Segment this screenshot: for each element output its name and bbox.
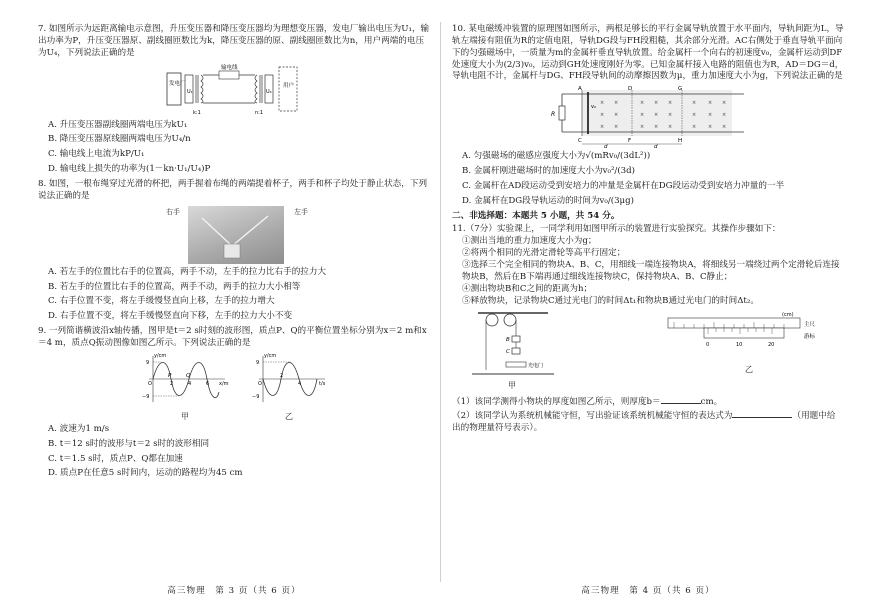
- q7-resistor: [219, 71, 239, 79]
- q11-vernier-20: 20: [768, 341, 775, 348]
- q9-vibration-graph: [249, 352, 329, 406]
- q8-option-a: A. 若左手的位置比右手的位置高，两手不动，左手的拉力比右手的拉力大: [48, 266, 327, 277]
- column-divider: [440, 22, 441, 582]
- q7-k-ratio: k:1: [193, 109, 201, 116]
- svg-text:×: ×: [600, 124, 605, 131]
- q10-label-d: D: [628, 86, 633, 93]
- q8-right-hand-label: 右手: [166, 207, 180, 216]
- q11-step-1: ①测出当地的重力加速度大小为g；: [462, 236, 597, 247]
- svg-text:×: ×: [708, 112, 713, 119]
- svg-text:×: ×: [722, 112, 727, 119]
- q11-step-3: ③选择三个完全相同的物块A、B、C，用细线一端连接物块A，将细线另一端绕过两个定滑轮后连接物块B，然后在B下端再通过细线连接物块C，保持物块A、B、C静止；: [462, 260, 840, 283]
- q7-u1-label: U₁: [187, 88, 193, 95]
- svg-text:×: ×: [668, 112, 673, 119]
- q11-label-c: C: [506, 348, 510, 355]
- svg-text:×: ×: [692, 112, 697, 119]
- svg-text:×: ×: [654, 124, 659, 131]
- q9-stem: 9. 一列简谐横波沿x轴传播，图甲是t＝2 s时刻的波形图，质点P、Q的平衡位置坐标分别为x＝2 m和x＝4 m，质点Q振动图像如图乙所示。下列说法正确的是: [38, 326, 427, 349]
- q9-g1-ybot: −9: [142, 393, 150, 400]
- svg-text:×: ×: [614, 112, 619, 119]
- q9-graphs: [38, 352, 430, 422]
- q9-g1-tick-2: 2: [170, 380, 174, 387]
- q9-g2-xlabel: t/s: [319, 380, 326, 387]
- q7-u4-label: U₄: [266, 88, 272, 95]
- svg-text:×: ×: [708, 124, 713, 131]
- q7-option-a: A. 升压变压器副线圈两端电压为kU₁: [48, 119, 188, 130]
- q11-step-4: ④测出物块B和C之间的距离为h；: [462, 283, 593, 294]
- svg-text:×: ×: [654, 112, 659, 119]
- q10-rail-diagram: [548, 86, 748, 148]
- q11-vernier-label: 游标: [804, 333, 816, 340]
- q8-left-hand-label: 左手: [294, 207, 308, 216]
- right-column: [452, 24, 844, 435]
- q8-option-d: D. 右手位置不变，将左手缓慢竖直向下移，左手的拉力大小不变: [48, 311, 293, 322]
- q10-option-b: B. 金属杆刚进磁场时的加速度大小为v₀²/(3d): [462, 166, 636, 177]
- q11-vernier-0: 0: [706, 341, 710, 348]
- q11-step-5: ⑤释放物块，记录物块C通过光电门的时间Δt₁和物块B通过光电门的时间Δt₂。: [462, 295, 759, 306]
- footer-page-4: 高三物理 第 4 页（共 6 页）: [581, 586, 715, 596]
- svg-text:×: ×: [614, 100, 619, 107]
- svg-text:×: ×: [668, 124, 673, 131]
- svg-text:×: ×: [640, 112, 645, 119]
- q11-sub2-blank: [732, 408, 792, 418]
- q11-photogate-label: 光电门: [528, 362, 544, 369]
- svg-text:×: ×: [708, 100, 713, 107]
- q10-resistor: [559, 106, 565, 120]
- q10-option-c: C. 金属杆在AD段运动受到安培力的冲量是金属杆在DG段运动受到安培力冲量的一半: [462, 181, 785, 192]
- q9-graph-yi: [249, 352, 329, 422]
- q9-graph-jia: [139, 352, 231, 422]
- q9-wave-graph: [139, 352, 231, 406]
- svg-text:×: ×: [722, 124, 727, 131]
- left-column: [38, 24, 430, 483]
- q11-vernier-10: 10: [736, 341, 743, 348]
- section-2-heading: 二、非选择题：本题共 5 小题，共 54 分。: [452, 210, 620, 221]
- q8-cup-photo: [166, 206, 308, 264]
- q10-label-h: H: [678, 138, 683, 145]
- q7-plant-label: 发电厂: [169, 80, 186, 87]
- q11-stem: 11.（7分）实验课上，一同学利用如图甲所示的装置进行实验探究。其操作步骤如下：: [452, 223, 781, 234]
- q11-block-c: [512, 348, 520, 354]
- q11-figures: [452, 310, 844, 392]
- q9-g2-caption: 乙: [285, 411, 293, 421]
- q9-g2-ybot: −9: [252, 393, 260, 400]
- q9-option-b: B. t＝12 s时的波形与t＝2 s时的波形相同: [48, 438, 210, 449]
- q7-option-c: C. 输电线上电流为kP/U₁: [48, 149, 145, 160]
- q8-rope-sketch: [188, 206, 284, 264]
- q7-n-ratio: n:1: [255, 109, 264, 116]
- q9-g2-tick-4: 4: [298, 380, 302, 387]
- q11-label-b: B: [506, 336, 510, 343]
- q11-pulley-left: [486, 314, 498, 326]
- q11-sub1-unit: cm。: [700, 396, 723, 407]
- svg-text:×: ×: [692, 124, 697, 131]
- q7-secondary-coil-1: [201, 75, 203, 103]
- q10-v0-label: v₀: [591, 104, 596, 111]
- q11-photogate: [506, 362, 526, 367]
- q11-main-label: 主尺: [804, 321, 816, 328]
- q7-option-d: D. 输电线上损失的功率为(1－kn·U₁/U₄)P: [48, 164, 211, 175]
- q11-sub2-text: （2）该同学认为系统机械能守恒，写出验证该系统机械能守恒的表达式为: [452, 411, 733, 422]
- q9-option-c: C. t＝1.5 s时，质点P、Q都在加速: [48, 453, 183, 464]
- q10-stem: 10. 某电磁缓冲装置的原理图如图所示，两根足够长的平行金属导轨放置于水平面内，导轨间距为L，导轨左端接有阻值为R的定值电阻，导轨DG段与FH段粗糙，其余部分光滑。AC右侧处于垂直导轨平面向下的匀强磁场中，一质量为m的金属杆垂直导轨放置。给金属杆一个向右的初速度v₀，金属杆运动到DF处速度大小为(2/3)v₀，运动到GH处速度刚好为零。已知金属杆接入电路的阻值也为R，AD＝DG＝d，导轨电阻不计，金属杆与DG、FH段导轨间的动摩擦因数为μ，重力加速度大小为g，下列说法正确的是: [452, 24, 844, 82]
- svg-text:×: ×: [668, 100, 673, 107]
- svg-text:×: ×: [614, 124, 619, 131]
- q9-g1-xlabel: x/m: [219, 380, 229, 387]
- svg-text:×: ×: [722, 100, 727, 107]
- q11-fig2-caption: 乙: [745, 365, 753, 375]
- q11-sub1-text: （1）该同学测得小物块的厚度如图乙所示，则厚度b＝: [452, 396, 661, 407]
- q8-option-b: B. 若左手的位置比右手的位置高，两手不动，两手的拉力大小相等: [48, 281, 301, 292]
- q9-g1-p: P: [168, 372, 172, 379]
- q8-stem: 8. 如图，一根布绳穿过光滑的杯把，两手握着布绳的两端提着杯子，两手和杯子均处于静止状态，下列说法正确的是: [38, 179, 428, 201]
- q7-line-label: 输电线: [221, 64, 238, 71]
- q7-user-box: [279, 67, 297, 111]
- q9-g1-q: Q: [186, 372, 191, 379]
- q10-label-g: G: [678, 86, 683, 93]
- q10-dim-d2: d: [654, 144, 658, 149]
- svg-text:×: ×: [692, 100, 697, 107]
- footer-page-3: 高三物理 第 3 页（共 6 页）: [167, 586, 301, 596]
- svg-text:×: ×: [640, 124, 645, 131]
- q11-vernier-caliper: [664, 310, 834, 360]
- q11-pulley-apparatus: [462, 310, 562, 376]
- q9-g1-ylabel: y/cm: [154, 352, 167, 359]
- q10-option-d: D. 金属杆在DG段导轨运动的时间为v₀/(3μg): [462, 195, 634, 206]
- svg-text:×: ×: [600, 112, 605, 119]
- q11-sub-question-2: [452, 408, 844, 435]
- q11-sub2-tail: （用题中给出的物理量符号表示）。: [452, 411, 836, 434]
- q9-g2-ytop: 9: [256, 359, 260, 366]
- q8-cup: [224, 244, 240, 258]
- q11-step-2: ②将两个相同的光滑定滑轮等高平行固定；: [462, 248, 626, 259]
- q9-g2-origin: O: [258, 380, 262, 387]
- q10-label-a: A: [578, 86, 582, 93]
- q10-label-f: F: [628, 138, 632, 145]
- svg-text:×: ×: [640, 100, 645, 107]
- q8-rope: [202, 216, 268, 246]
- q10-label-c: C: [578, 138, 582, 145]
- q11-pulley-right: [504, 314, 516, 326]
- q7-transmission-diagram: [159, 63, 309, 117]
- q10-dim-d1: d: [604, 144, 608, 149]
- q9-g1-tick-4: 4: [188, 380, 192, 387]
- q9-g1-ytop: 9: [146, 359, 150, 366]
- q9-option-d: D. 质点P在任意5 s时间内，运动的路程均为45 cm: [48, 468, 243, 479]
- q7-user-label: 用户: [283, 82, 295, 89]
- svg-text:×: ×: [654, 100, 659, 107]
- q11-block-b: [512, 336, 520, 342]
- q11-fig-jia: [462, 310, 562, 392]
- q9-option-a: A. 波速为1 m/s: [48, 423, 110, 434]
- svg-text:×: ×: [600, 100, 605, 107]
- q8-option-c: C. 右手位置不变，将左手缓慢竖直向上移，左手的拉力增大: [48, 296, 275, 307]
- q9-g1-origin: O: [148, 380, 152, 387]
- q7-power-plant-box: [167, 73, 181, 105]
- q9-g1-caption: 甲: [181, 411, 189, 421]
- q7-option-b: B. 降压变压器原线圈两端电压为U₄/n: [48, 134, 191, 145]
- q11-fig-yi: [664, 310, 834, 392]
- q10-option-a: A. 匀强磁场的磁感应强度大小为√(mRv₀/(3dL²)): [462, 151, 651, 162]
- q11-sub-question-1: [452, 394, 844, 409]
- q7-stem: 7. 如图所示为远距离输电示意图，升压变压器和降压变压器均为理想变压器，发电厂输出电压为U₁，输出功率为P，升压变压器原、副线圈匝数比为k，降压变压器的原、副线圈匝数比为n，用户两端的电压为U₄，下列说法正确的是: [38, 24, 430, 58]
- q9-g1-tick-6: 6: [206, 380, 210, 387]
- q10-r-label: R: [551, 111, 556, 119]
- q11-sub1-blank: [661, 394, 701, 404]
- q9-g2-ylabel: y/cm: [264, 352, 277, 359]
- q9-g2-tick-2: 2: [280, 372, 284, 379]
- q7-primary-coil-2: [255, 75, 257, 103]
- q11-fig1-caption: 甲: [508, 381, 516, 391]
- q11-cm-label: (cm): [782, 311, 794, 318]
